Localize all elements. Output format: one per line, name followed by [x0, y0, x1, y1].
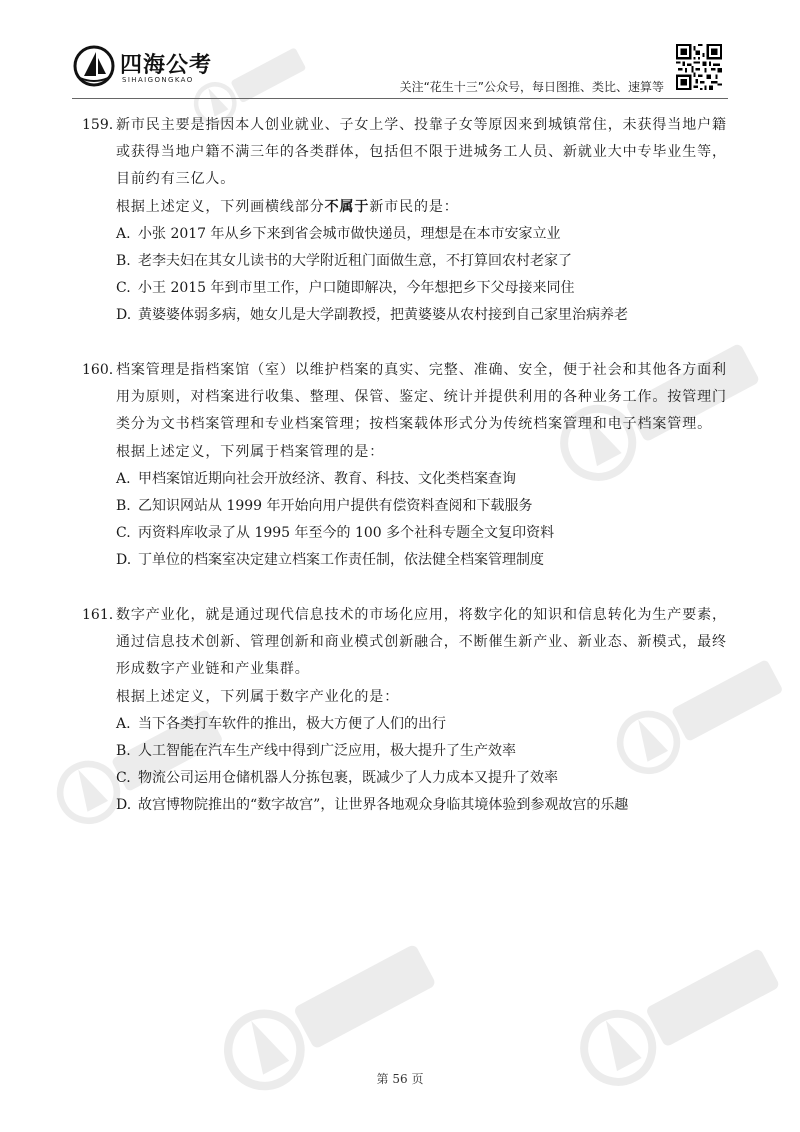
option-a: [116, 711, 730, 738]
option-label: A.: [116, 716, 131, 732]
prompt-text: 根据上述定义，下列画横线部分: [116, 199, 325, 215]
brand-subtext: SIHAIGONGKAO: [122, 76, 194, 84]
qr-code-icon: [676, 44, 722, 90]
question-number: 159.: [82, 117, 114, 133]
option-text: 丙资料库收录了从 1995 年至今的 100 多个社科专题全文复印资料: [138, 525, 555, 541]
option-text: 小张 2017 年从乡下来到省会城市做快递员，理想是在本市安家立业: [138, 226, 561, 242]
question-body: [116, 602, 730, 711]
option-a: [116, 466, 730, 493]
question-stem: 新市民主要是指因本人创业就业、子女上学、投靠子女等原因来到城镇常住，未获得当地户籍或获得当地户籍不满三年的各类群体，包括但不限于进城务工人员、新就业大中专毕业生等，目前约有三亿人。: [116, 117, 727, 187]
question-number: 160.: [82, 362, 114, 378]
option-d: [116, 547, 730, 574]
page-header: [0, 0, 800, 104]
question-161: [82, 602, 730, 819]
question-number: 161.: [82, 607, 114, 623]
question-list: [82, 112, 730, 847]
option-label: C.: [116, 770, 131, 786]
option-text: 乙知识网站从 1999 年开始向用户提供有偿资料查阅和下载服务: [138, 498, 533, 514]
option-label: D.: [116, 797, 132, 813]
question-prompt: [116, 194, 730, 221]
option-a: [116, 221, 730, 248]
question-stem: 数字产业化，就是通过现代信息技术的市场化应用，将数字化的知识和信息转化为生产要素，通过信息技术创新、管理创新和商业模式创新融合，不断催生新产业、新业态、新模式，最终形成数字产业链和产业集群。: [116, 607, 727, 677]
question-body: [116, 112, 730, 221]
option-b: [116, 738, 730, 765]
option-c: [116, 765, 730, 792]
option-label: D.: [116, 552, 132, 568]
header-slogan: 关注“花生十三”公众号，每日图推、类比、速算等: [399, 80, 664, 94]
header-divider: [72, 98, 728, 99]
option-d: [116, 302, 730, 329]
option-c: [116, 520, 730, 547]
option-text: 故宫博物院推出的“数字故宫”，让世界各地观众身临其境体验到参观故宫的乐趣: [138, 797, 629, 813]
option-label: C.: [116, 280, 131, 296]
option-label: A.: [116, 226, 131, 242]
sail-logo-icon: [72, 44, 116, 88]
question-stem: 档案管理是指档案馆（室）以维护档案的真实、完整、准确、安全，便于社会和其他各方面利用为原则，对档案进行收集、整理、保管、鉴定、统计并提供利用的各种业务工作。按管理门类分为文书档案管理和专业档案管理；按档案载体形式分为传统档案管理和电子档案管理。: [116, 362, 727, 432]
option-text: 老李夫妇在其女儿读书的大学附近租门面做生意，不打算回农村老家了: [138, 253, 572, 269]
option-text: 人工智能在汽车生产线中得到广泛应用，极大提升了生产效率: [138, 743, 516, 759]
option-text: 当下各类打车软件的推出，极大方便了人们的出行: [138, 716, 446, 732]
option-text: 甲档案馆近期向社会开放经济、教育、科技、文化类档案查询: [138, 471, 516, 487]
option-text: 丁单位的档案室决定建立档案工作责任制，依法健全档案管理制度: [138, 552, 544, 568]
question-159: [82, 112, 730, 329]
question-prompt: 根据上述定义，下列属于数字产业化的是：: [116, 689, 400, 705]
brand-name: 四海公考: [120, 53, 213, 78]
option-c: [116, 275, 730, 302]
prompt-emphasis: 不属于: [324, 199, 370, 215]
option-label: B.: [116, 743, 131, 759]
page-number: 第 56 页: [376, 1072, 424, 1086]
option-label: A.: [116, 471, 131, 487]
option-d: [116, 792, 730, 819]
option-text: 小王 2015 年到市里工作，户口随即解决，今年想把乡下父母接来同住: [138, 280, 575, 296]
question-prompt: 根据上述定义，下列属于档案管理的是：: [116, 444, 385, 460]
option-label: D.: [116, 307, 132, 323]
option-label: C.: [116, 525, 131, 541]
option-b: [116, 248, 730, 275]
option-label: B.: [116, 498, 131, 514]
question-body: [116, 357, 730, 466]
option-b: [116, 493, 730, 520]
option-text: 黄婆婆体弱多病，她女儿是大学副教授，把黄婆婆从农村接到自己家里治病养老: [138, 307, 628, 323]
question-160: [82, 357, 730, 574]
option-label: B.: [116, 253, 131, 269]
option-text: 物流公司运用仓储机器人分拣包裹，既减少了人力成本又提升了效率: [138, 770, 558, 786]
prompt-text-end: 新市民的是：: [369, 199, 459, 215]
